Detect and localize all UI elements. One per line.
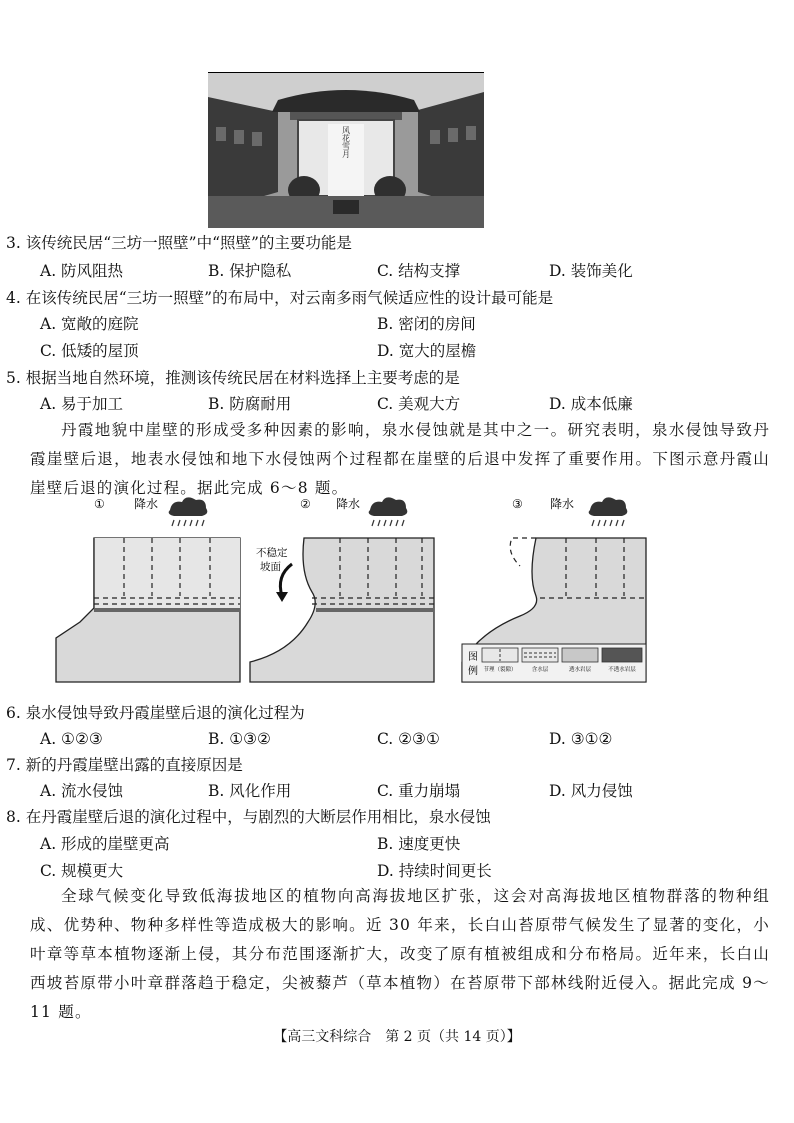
q5-option-b[interactable]: B. 防腐耐用 bbox=[208, 395, 292, 413]
q3-option-c[interactable]: C. 结构支撑 bbox=[377, 262, 461, 280]
unstable-slope-label-1: 不稳定 bbox=[256, 547, 288, 559]
passage-changbai: 全球气候变化导致低海拔地区的植物向高海拔地区扩张，这会对高海拔地区植物群落的物种组成、优势种、物种多样性等造成极大的影响。近 30 年来，长白山苔原带气候发生了显著的变化，小叶章等草本植物逐渐上侵，其分布范围逐渐扩大，改变了原有植被组成和分布格局。近年来，长白山西坡苔原带小叶章群落趋于稳定，尖被藜芦（草本植物）在苔原带下部林线附近侵入。据此完成 9～11 题。 bbox=[30, 887, 770, 1021]
q8-option-b[interactable]: B. 速度更快 bbox=[377, 835, 461, 853]
q5-stem: 5. 根据当地自然环境，推测该传统民居在材料选择上主要考虑的是 bbox=[6, 369, 460, 387]
cliff-retreat-diagram bbox=[50, 492, 660, 692]
slope-arrow-icon bbox=[280, 564, 292, 596]
q8-option-c[interactable]: C. 规模更大 bbox=[40, 862, 124, 880]
q3-option-d[interactable]: D. 装饰美化 bbox=[549, 262, 633, 280]
panel-1-number: ① bbox=[94, 497, 105, 511]
q4-stem: 4. 在该传统民居“三坊一照壁”的布局中，对云南多雨气候适应性的设计最可能是 bbox=[6, 289, 554, 307]
q3-stem: 3. 该传统民居“三坊一照壁”中“照壁”的主要功能是 bbox=[6, 234, 352, 252]
panel-1-rain-label: 降水 bbox=[134, 497, 159, 511]
unstable-slope-label-2: 坡面 bbox=[260, 561, 281, 573]
q7-option-b[interactable]: B. 风化作用 bbox=[208, 782, 292, 800]
q4-option-b[interactable]: B. 密闭的房间 bbox=[377, 315, 476, 333]
q7-option-c[interactable]: C. 重力崩塌 bbox=[377, 782, 461, 800]
q8-option-a[interactable]: A. 形成的崖壁更高 bbox=[40, 835, 170, 853]
q3-option-b[interactable]: B. 保护隐私 bbox=[208, 262, 292, 280]
q7-stem: 7. 新的丹霞崖壁出露的直接原因是 bbox=[6, 756, 243, 774]
q5-option-d[interactable]: D. 成本低廉 bbox=[549, 395, 633, 413]
q4-option-c[interactable]: C. 低矮的屋顶 bbox=[40, 342, 139, 360]
passage-danxia: 丹霞地貌中崖壁的形成受多种因素的影响，泉水侵蚀就是其中之一。研究表明，泉水侵蚀导致丹霞崖壁后退，地表水侵蚀和地下水侵蚀两个过程都在崖壁的后退中发挥了重要作用。下图示意丹霞山崖壁后退的演化过程。据此完成 6～8 题。 bbox=[30, 421, 770, 497]
legend-joint: 节理（裂隙） bbox=[483, 667, 517, 673]
sign-char: 风花雪月 bbox=[341, 126, 351, 158]
q6-option-a[interactable]: A. ①②③ bbox=[40, 730, 103, 748]
q8-option-d[interactable]: D. 持续时间更长 bbox=[377, 862, 492, 880]
rain-cloud-icon bbox=[589, 497, 628, 526]
legend-title-2: 例 bbox=[468, 666, 478, 677]
dwelling-photo bbox=[208, 72, 484, 228]
q6-stem: 6. 泉水侵蚀导致丹霞崖壁后退的演化过程为 bbox=[6, 704, 305, 722]
legend-permeable: 透水岩层 bbox=[568, 667, 592, 673]
q8-stem: 8. 在丹霞崖壁后退的演化过程中，与剧烈的大断层作用相比，泉水侵蚀 bbox=[6, 808, 491, 826]
q7-option-a[interactable]: A. 流水侵蚀 bbox=[40, 782, 124, 800]
page-footer: 【高三文科综合 第 2 页（共 14 页）】 bbox=[273, 1029, 521, 1045]
q5-option-a[interactable]: A. 易于加工 bbox=[40, 395, 124, 413]
panel-3-rain-label: 降水 bbox=[550, 497, 575, 511]
q3-option-a[interactable]: A. 防风阻热 bbox=[40, 262, 124, 280]
q5-option-c[interactable]: C. 美观大方 bbox=[377, 395, 461, 413]
q6-option-b[interactable]: B. ①③② bbox=[208, 730, 271, 748]
panel-2-rain-label: 降水 bbox=[336, 497, 361, 511]
q7-option-d[interactable]: D. 风力侵蚀 bbox=[549, 782, 633, 800]
panel-3-number: ③ bbox=[512, 497, 523, 511]
legend-title-1: 图 bbox=[468, 652, 478, 663]
q6-option-c[interactable]: C. ②③① bbox=[377, 730, 440, 748]
q4-option-d[interactable]: D. 宽大的屋檐 bbox=[377, 342, 477, 360]
rain-cloud-icon bbox=[169, 497, 208, 526]
panel-2-number: ② bbox=[300, 497, 311, 511]
legend-impermeable: 不透水岩层 bbox=[608, 667, 636, 673]
legend-aquifer: 含水层 bbox=[531, 667, 549, 673]
q6-option-d[interactable]: D. ③①② bbox=[549, 730, 613, 748]
q4-option-a[interactable]: A. 宽敞的庭院 bbox=[40, 315, 139, 333]
rain-cloud-icon bbox=[369, 497, 408, 526]
